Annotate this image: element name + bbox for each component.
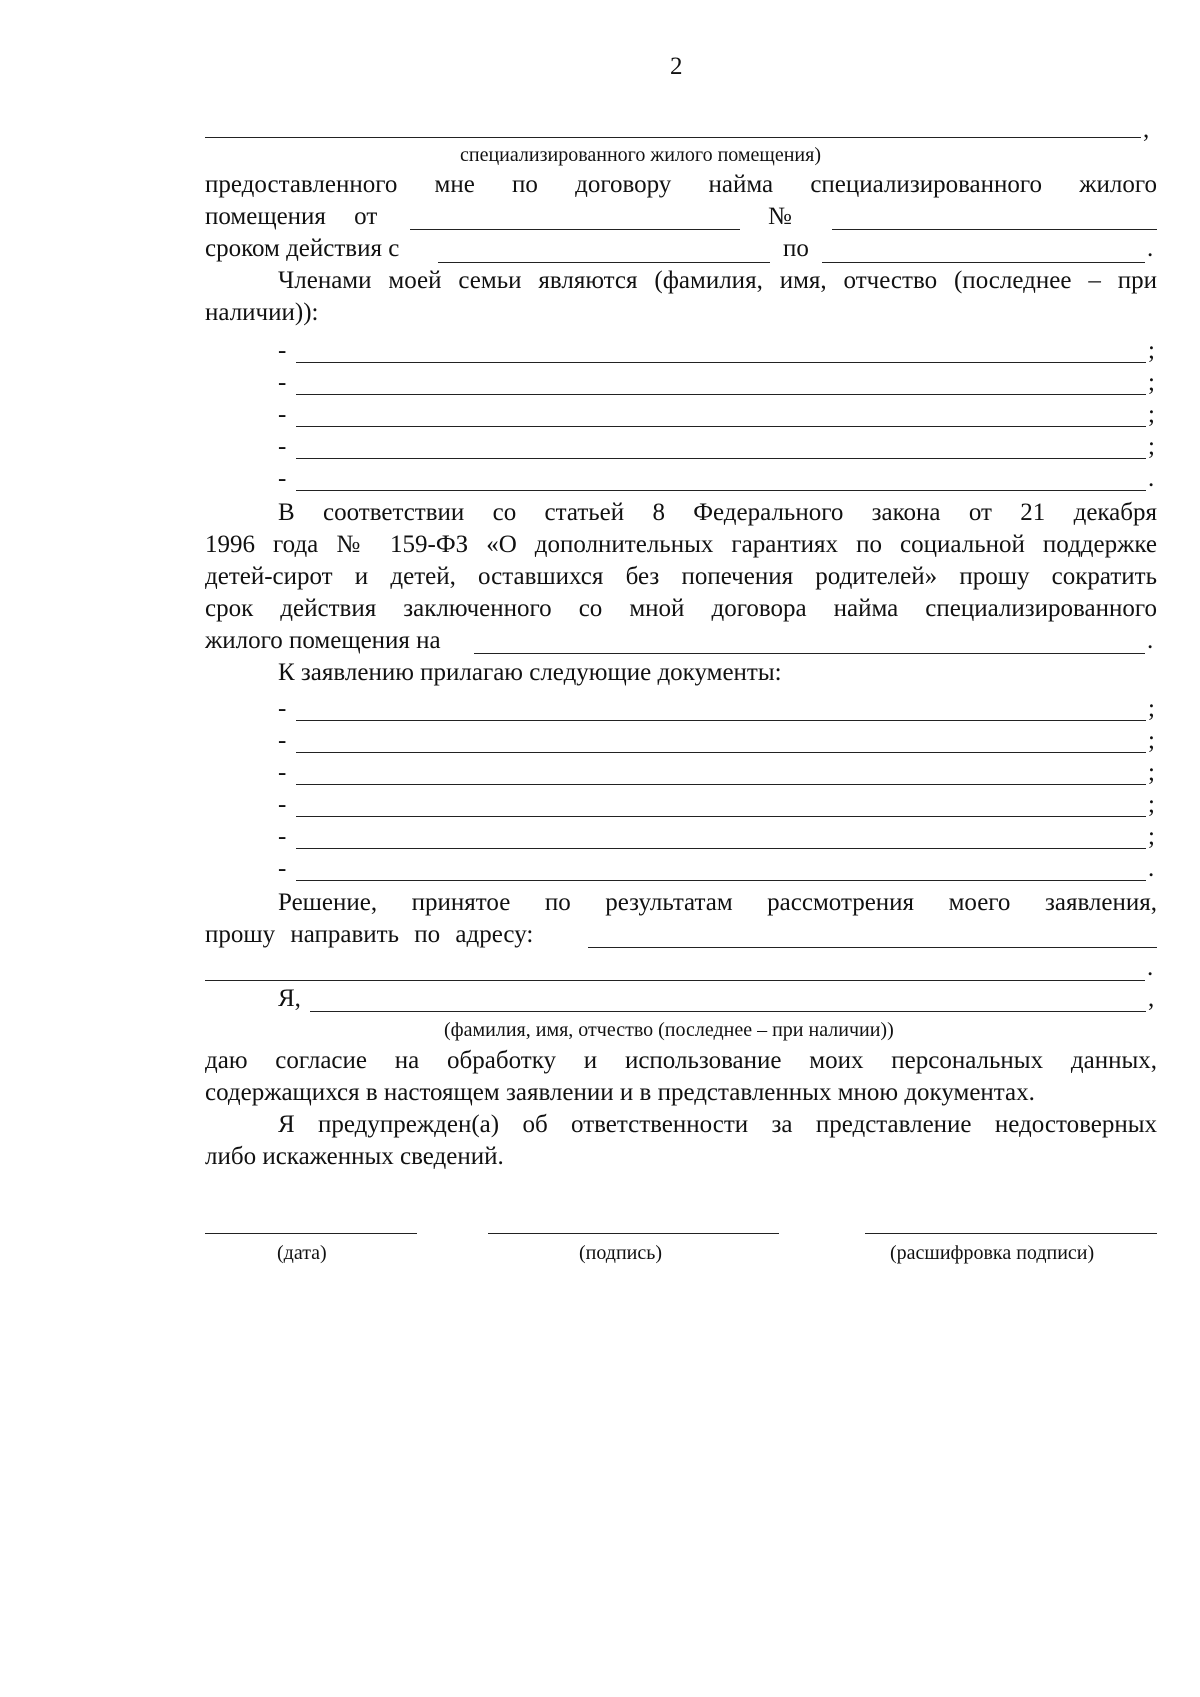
address-field-2[interactable] — [205, 980, 1145, 981]
attachment-field[interactable] — [296, 880, 1146, 881]
request-line-5: жилого помещения на — [205, 627, 441, 654]
term-period: . — [1147, 235, 1154, 262]
header-comma: , — [1143, 116, 1150, 143]
line-end-mark: ; — [1148, 369, 1155, 396]
warning-line-1: Я предупрежден(а) об ответственности за представление недостоверных — [278, 1111, 1157, 1138]
line-end-mark: ; — [1148, 337, 1155, 364]
dash-marker: - — [278, 759, 287, 786]
term-to-label: по — [783, 235, 809, 262]
family-member-field[interactable] — [296, 394, 1146, 395]
signature-caption: (подпись) — [579, 1242, 663, 1264]
consent-line-1: даю согласие на обработку и использование моих персональных данных, — [205, 1047, 1157, 1074]
term-start-field[interactable] — [438, 262, 770, 263]
family-member-field[interactable] — [296, 362, 1146, 363]
contract-number-field[interactable] — [832, 229, 1157, 230]
family-member-field[interactable] — [296, 490, 1146, 491]
attachment-field[interactable] — [296, 720, 1146, 721]
page-number: 2 — [670, 53, 683, 80]
line-end-mark: . — [1148, 855, 1155, 882]
attachment-field[interactable] — [296, 752, 1146, 753]
decision-line-2: прошу направить по адресу: — [205, 921, 534, 948]
family-member-field[interactable] — [296, 426, 1146, 427]
consent-line-2: содержащихся в настоящем заявлении и в представленных мною документах. — [205, 1079, 1035, 1106]
family-member-field[interactable] — [296, 458, 1146, 459]
line-end-mark: ; — [1148, 433, 1155, 460]
line-end-mark: ; — [1148, 823, 1155, 850]
date-caption: (дата) — [277, 1242, 327, 1264]
request-line-1: В соответствии со статьей 8 Федерального закона от 21 декабря — [278, 499, 1157, 526]
attachment-field[interactable] — [296, 816, 1146, 817]
signature-decoding-field[interactable] — [865, 1233, 1157, 1234]
warning-line-2: либо искаженных сведений. — [205, 1143, 504, 1170]
consent-i-label: Я, — [278, 985, 301, 1012]
dash-marker: - — [278, 433, 287, 460]
dash-marker: - — [278, 465, 287, 492]
signature-field[interactable] — [488, 1233, 779, 1234]
contract-from-label: помещения от — [205, 203, 378, 230]
line-end-mark: ; — [1148, 695, 1155, 722]
consent-caption: (фамилия, имя, отчество (последнее – при наличии)) — [444, 1019, 894, 1041]
header-blank-line[interactable] — [205, 137, 1141, 138]
dash-marker: - — [278, 727, 287, 754]
family-intro-line-2: наличии)): — [205, 299, 319, 326]
date-field[interactable] — [205, 1233, 417, 1234]
line-end-mark: . — [1148, 465, 1155, 492]
dash-marker: - — [278, 337, 287, 364]
attachment-field[interactable] — [296, 848, 1146, 849]
dash-marker: - — [278, 823, 287, 850]
address-period: . — [1147, 954, 1154, 981]
dash-marker: - — [278, 401, 287, 428]
contract-line-1: предоставленного мне по договору найма специализированного жилого — [205, 171, 1157, 198]
attachment-field[interactable] — [296, 784, 1146, 785]
dash-marker: - — [278, 855, 287, 882]
dash-marker: - — [278, 791, 287, 818]
attachments-intro: К заявлению прилагаю следующие документы: — [278, 659, 782, 686]
term-end-field[interactable] — [822, 262, 1145, 263]
term-label: сроком действия с — [205, 235, 400, 262]
line-end-mark: ; — [1148, 759, 1155, 786]
line-end-mark: ; — [1148, 401, 1155, 428]
contract-number-label: № — [768, 203, 792, 230]
dash-marker: - — [278, 369, 287, 396]
reduced-term-field[interactable] — [474, 653, 1145, 654]
request-line-2: 1996 года № 159-ФЗ «О дополнительных гарантиях по социальной поддержке — [205, 531, 1157, 558]
request-line-3: детей-сирот и детей, оставшихся без попечения родителей» прошу сократить — [205, 563, 1157, 590]
line-end-mark: ; — [1148, 727, 1155, 754]
line-end-mark: ; — [1148, 791, 1155, 818]
address-field-1[interactable] — [588, 947, 1157, 948]
consent-name-field[interactable] — [310, 1011, 1146, 1012]
request-line-4: срок действия заключенного со мной договора найма специализированного — [205, 595, 1157, 622]
signature-decoding-caption: (расшифровка подписи) — [890, 1242, 1095, 1264]
header-caption: специализированного жилого помещения) — [460, 144, 821, 166]
contract-date-field[interactable] — [410, 229, 740, 230]
dash-marker: - — [278, 695, 287, 722]
request-period: . — [1147, 627, 1154, 654]
family-intro-line-1: Членами моей семьи являются (фамилия, имя, отчество (последнее – при — [278, 267, 1157, 294]
consent-comma: , — [1148, 985, 1155, 1012]
decision-line-1: Решение, принятое по результатам рассмотрения моего заявления, — [278, 889, 1157, 916]
